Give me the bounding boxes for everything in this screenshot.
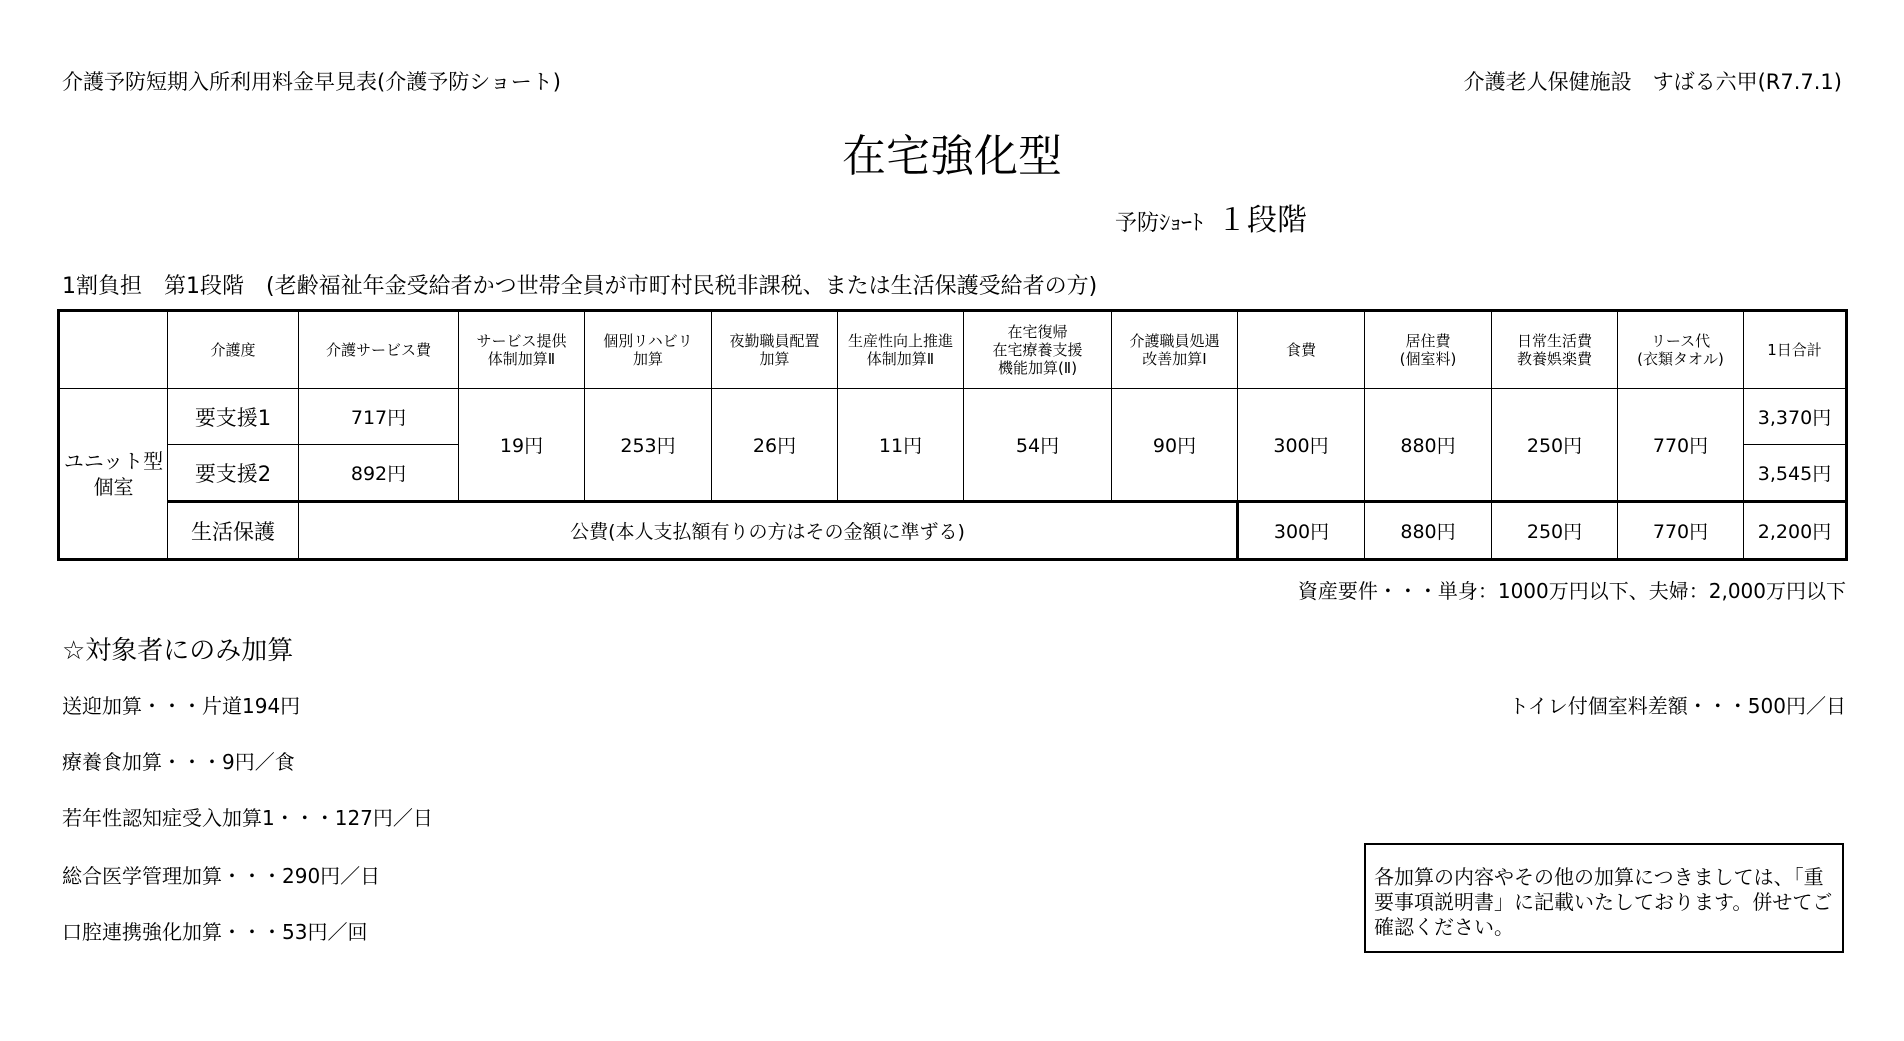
header-productivity: 生産性向上推進 体制加算Ⅱ — [838, 311, 964, 389]
header-lease: リース代 (衣類タオル) — [1618, 311, 1744, 389]
addon-item: 若年性認知症受入加算1・・・127円／日 — [62, 806, 433, 830]
daily-total-cell: 3,370円 — [1744, 389, 1847, 445]
productivity-cell: 11円 — [838, 389, 964, 502]
care-level-cell: 要支援2 — [168, 445, 299, 502]
notice-box: 各加算の内容やその他の加算につきましては、「重要事項説明書」に記載いたしております。併せてご確認ください。 — [1364, 843, 1844, 953]
daily-life-cell: 250円 — [1492, 389, 1618, 502]
residence-cell: 880円 — [1365, 502, 1492, 560]
fee-table — [57, 309, 1848, 561]
header-service-fee: 介護サービス費 — [299, 311, 459, 389]
table-row-welfare — [59, 502, 1847, 560]
header-daily-life: 日常生活費 教養娯楽費 — [1492, 311, 1618, 389]
lease-cell: 770円 — [1618, 502, 1744, 560]
header-rehab: 個別リハビリ 加算 — [585, 311, 712, 389]
assets-requirement-note: 資産要件・・・単身：1000万円以下、夫婦：2,000万円以下 — [1297, 579, 1846, 603]
header-room-type — [59, 311, 168, 389]
lease-cell: 770円 — [1618, 389, 1744, 502]
night-staff-cell: 26円 — [712, 389, 838, 502]
care-level-cell: 要支援1 — [168, 389, 299, 445]
header-facility-name: 介護老人保健施設 すばる六甲(R7.7.1) — [1463, 70, 1842, 94]
public-expense-cell: 公費(本人支払額有りの方はその金額に準ずる) — [299, 502, 1238, 560]
treatment-improvement-cell: 90円 — [1112, 389, 1238, 502]
home-return-cell: 54円 — [964, 389, 1112, 502]
header-daily-total: 1日合計 — [1744, 311, 1847, 389]
service-fee-cell: 892円 — [299, 445, 459, 502]
header-home-return: 在宅復帰 在宅療養支援 機能加算(Ⅱ) — [964, 311, 1112, 389]
room-type-cell: ユニット型 個室 — [59, 389, 168, 560]
burden-description: 1割負担 第1段階 (老齢福祉年金受給者かつ世帯全員が市町村民税非課税、または生活保護受給者の方) — [62, 274, 1098, 299]
header-meal: 食費 — [1238, 311, 1365, 389]
table-header-row — [59, 311, 1847, 389]
service-fee-cell: 717円 — [299, 389, 459, 445]
addon-item: 療養食加算・・・9円／食 — [62, 750, 295, 774]
header-service-provision: サービス提供 体制加算Ⅱ — [459, 311, 585, 389]
subtitle-prefix: 予防ｼｮｰﾄ — [1115, 211, 1204, 236]
meal-cell: 300円 — [1238, 389, 1365, 502]
header-treatment-improvement: 介護職員処遇 改善加算Ⅰ — [1112, 311, 1238, 389]
addon-item: 総合医学管理加算・・・290円／日 — [62, 864, 381, 888]
addon-item: 口腔連携強化加算・・・53円／回 — [62, 920, 368, 944]
table-row — [59, 389, 1847, 445]
service-provision-cell: 19円 — [459, 389, 585, 502]
header-facility-doc-title: 介護予防短期入所利用料金早見表(介護予防ショート) — [62, 70, 561, 94]
daily-total-cell: 3,545円 — [1744, 445, 1847, 502]
subtitle-stage: １段階 — [1217, 203, 1308, 238]
welfare-label-cell: 生活保護 — [168, 502, 299, 560]
header-residence: 居住費 (個室料) — [1365, 311, 1492, 389]
residence-cell: 880円 — [1365, 389, 1492, 502]
rehab-cell: 253円 — [585, 389, 712, 502]
section-title: ☆対象者にのみ加算 — [62, 636, 294, 666]
meal-cell: 300円 — [1238, 502, 1365, 560]
daily-life-cell: 250円 — [1492, 502, 1618, 560]
header-night-staff: 夜勤職員配置 加算 — [712, 311, 838, 389]
page-title: 在宅強化型 — [842, 131, 1062, 182]
header-care-level: 介護度 — [168, 311, 299, 389]
toilet-room-note: トイレ付個室料差額・・・500円／日 — [1508, 694, 1846, 718]
addon-item: 送迎加算・・・片道194円 — [62, 694, 301, 718]
subtitle — [1115, 195, 1307, 239]
daily-total-cell: 2,200円 — [1744, 502, 1847, 560]
